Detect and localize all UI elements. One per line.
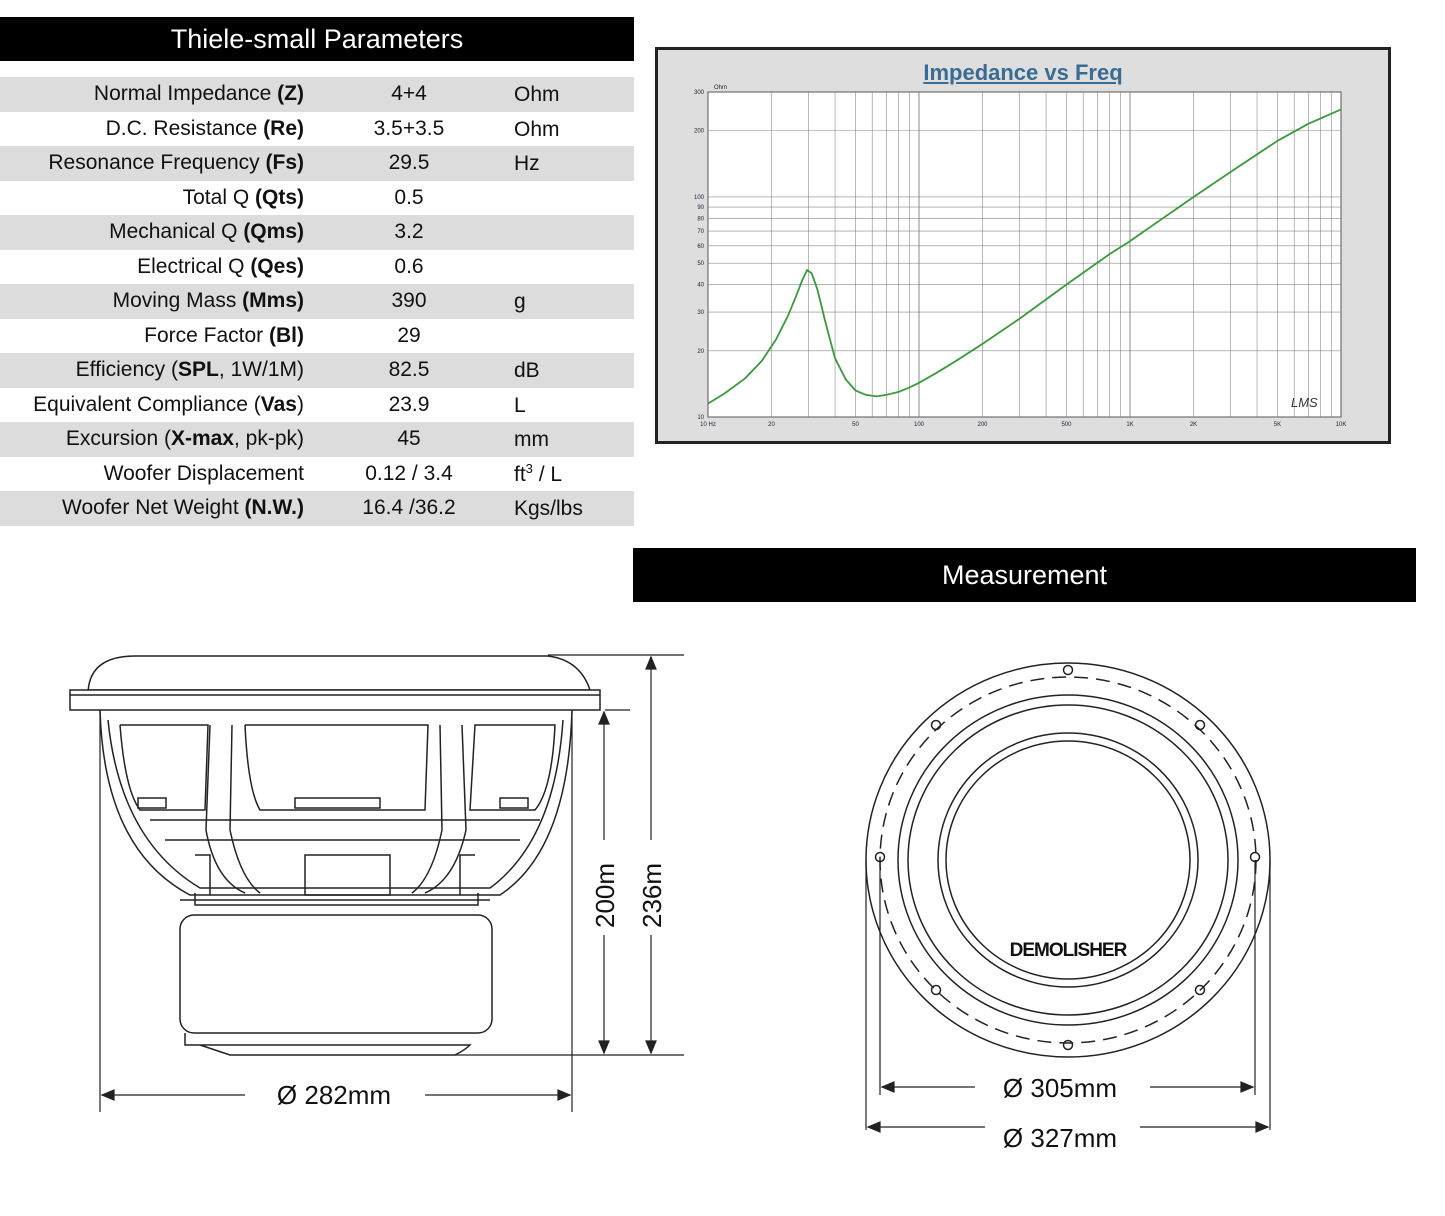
ts-label-symbol: (Re) [263,116,304,140]
ts-row [0,146,634,181]
ts-row [0,353,634,388]
x-tick-label: 20 [768,422,775,428]
ts-unit-text: dB [514,359,540,383]
ts-label-text: Woofer Displacement [103,461,304,485]
ts-label-text: Moving Mass [112,289,243,313]
ts-row-label [0,220,304,244]
dim-327-label: Ø 327mm [1002,1123,1118,1153]
y-tick-label: 50 [697,261,704,268]
ts-label-tail: , 1W/1M) [218,358,304,382]
ts-row [0,112,634,147]
ts-row-value: 3.5+3.5 [373,116,445,140]
ts-row [0,319,634,354]
ts-label-text: Excursion ( [65,427,171,451]
ts-label-text: Efficiency ( [75,358,178,382]
y-tick-label: 70 [697,229,704,236]
y-tick-label: 300 [693,90,704,96]
ts-row-label [0,393,304,417]
brand-logo: DEMOLISHER [1009,940,1127,961]
ts-label-symbol: (N.W.) [244,496,304,520]
ts-unit-text: Hz [514,152,540,176]
ts-label-symbol: (Qes) [250,254,304,278]
x-tick-label: 100 [913,422,925,428]
ts-label-text: Resonance Frequency [48,151,266,175]
ts-label-symbol: (Mms) [242,289,304,313]
ts-row [0,77,634,112]
ts-row [0,422,634,457]
ts-label-symbol: SPL [177,358,219,382]
ts-row-unit [514,392,634,418]
y-tick-label: 40 [697,282,704,289]
impedance-chart [655,47,1391,444]
dimension-drawings [0,620,1445,1180]
y-tick-label: 100 [693,194,704,201]
x-tick-label: 10 Hz [700,422,716,428]
ts-params-table [0,77,634,526]
ts-row-value: 29 [397,323,421,347]
ts-label-text: Mechanical Q [109,220,244,244]
ts-row-label [0,324,304,348]
ts-row-label [0,117,304,141]
ts-params-header [0,17,634,61]
ts-params-title: Thiele-small Parameters [170,23,464,54]
ts-row-unit [514,461,634,487]
ts-row [0,284,634,319]
ts-row-value: 82.5 [388,358,430,382]
ts-label-symbol: (Fs) [265,151,304,175]
ts-label-symbol: X-max [170,427,234,451]
y-tick-label: 200 [693,128,704,135]
ts-label-symbol: (Bl) [269,323,304,347]
ts-row-label [0,82,304,106]
ts-label-text: Total Q [182,185,255,209]
dim-200-label: 200m [590,862,620,928]
ts-unit-text: L [514,393,526,417]
ts-unit-text: mm [514,428,549,452]
ts-row-value: 4+4 [391,82,427,106]
ts-row-unit [514,426,634,452]
ts-label-text: Force Factor [144,323,269,347]
y-tick-label: 80 [697,216,704,223]
x-tick-label: 200 [977,422,988,428]
x-tick-label: 10K [1335,422,1347,428]
ts-row-label [0,427,304,451]
ts-row-unit [514,150,634,176]
watermark-text: LMS [1291,395,1318,410]
ts-row-label [0,255,304,279]
ts-row-label [0,462,304,486]
ts-row-label [0,358,304,382]
x-tick-label: 50 [852,422,859,428]
y-tick-label: 60 [697,243,704,250]
ts-row-value: 45 [397,427,421,451]
woofer-front-view [866,663,1270,1057]
ts-row-label [0,151,304,175]
ts-row-unit [514,357,634,383]
x-tick-label: 5K [1273,422,1282,428]
ts-label-text: Woofer Net Weight [62,496,245,520]
x-tick-label: 500 [1061,422,1072,428]
dim-305-label: Ø 305mm [1002,1073,1118,1103]
y-tick-label: 90 [697,205,704,212]
ts-label-symbol: (Qms) [243,220,304,244]
ts-unit-text: g [514,290,526,314]
x-tick-label: 2K [1189,422,1198,428]
ts-unit-sup: 3 [525,460,533,476]
chart-plot [658,50,1388,441]
ts-label-text: Electrical Q [137,254,251,278]
ts-row-value: 0.12 / 3.4 [365,461,453,485]
ts-row-value: 3.2 [394,220,424,244]
ts-row [0,491,634,526]
ts-label-symbol: (Z) [277,82,304,106]
measurement-header [633,548,1416,602]
ts-label-tail: ) [297,392,304,416]
y-tick-label: 10 [697,415,704,421]
ts-label-text: Equivalent Compliance ( [33,392,261,416]
y-tick-label: 30 [697,310,704,317]
ts-row [0,457,634,492]
woofer-side-view [70,656,600,1055]
ts-row-label [0,289,304,313]
ts-row-value: 0.5 [394,185,424,209]
ts-label-text: D.C. Resistance [105,116,264,140]
chart-title: Impedance vs Freq [923,60,1123,85]
ts-row [0,250,634,285]
ts-unit-text: Kgs/lbs [514,497,583,521]
ts-row-value: 29.5 [388,151,430,175]
ts-label-tail: , pk-pk) [233,427,304,451]
ts-row-unit [514,495,634,521]
ts-row [0,215,634,250]
ts-unit-tail: / L [532,462,563,486]
ts-row-unit [514,288,634,314]
ts-unit-text: Ohm [514,117,560,141]
ts-row-value: 16.4 /36.2 [362,496,456,520]
ts-label-symbol: (Qts) [255,185,304,209]
x-tick-label: 1K [1126,422,1134,428]
y-axis-label: Ohm [714,85,728,91]
ts-row [0,181,634,216]
dim-236-label: 236m [637,862,667,928]
ts-row-unit [514,116,634,142]
ts-row-value: 390 [391,289,427,313]
ts-row-label [0,496,304,520]
plot-area [708,92,1341,417]
dim-282-label: Ø 282mm [276,1080,392,1110]
ts-row-value: 0.6 [394,254,424,278]
ts-unit-text: Ohm [514,83,560,107]
ts-row [0,388,634,423]
ts-label-symbol: Vas [260,392,297,416]
ts-label-text: Normal Impedance [93,82,278,106]
ts-row-value: 23.9 [388,392,430,416]
y-tick-label: 20 [697,348,704,355]
ts-row-label [0,186,304,210]
measurement-title: Measurement [941,559,1108,590]
ts-row-unit [514,81,634,107]
ts-unit-text: ft [514,462,526,486]
